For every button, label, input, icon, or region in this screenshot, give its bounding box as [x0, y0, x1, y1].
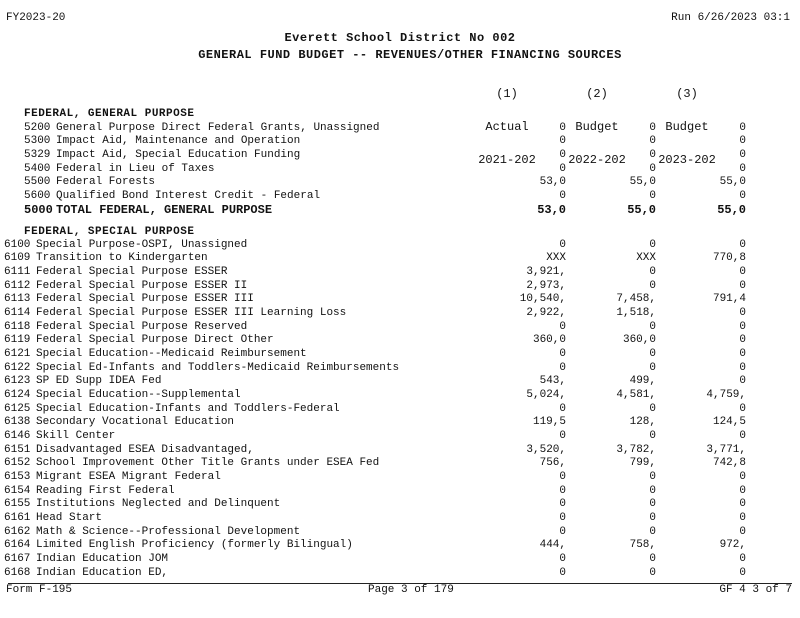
row-budget-prior: 0	[649, 498, 656, 511]
row-code: 5300	[24, 135, 51, 148]
row-budget-current: 55,0	[719, 176, 746, 189]
row-actual: 0	[559, 320, 566, 333]
row-budget-prior: 0	[649, 566, 656, 579]
row-description: Federal in Lieu of Taxes	[56, 162, 215, 175]
table-row	[4, 361, 746, 375]
report-subtitle: GENERAL FUND BUDGET -- REVENUES/OTHER FINANCING SOURCES	[198, 48, 622, 62]
row-code: 6164	[4, 539, 31, 552]
row-actual: 0	[559, 552, 566, 565]
row-actual: 3,520,	[526, 443, 566, 456]
row-budget-prior: 0	[649, 470, 656, 483]
row-budget-prior: 0	[649, 552, 656, 565]
row-budget-current: 0	[739, 375, 746, 388]
row-code: 6167	[4, 552, 31, 565]
row-actual: 2,922,	[526, 307, 566, 320]
row-actual: 0	[559, 149, 566, 162]
row-code: 6162	[4, 525, 31, 538]
row-budget-current: 0	[739, 307, 746, 320]
table-row	[4, 511, 746, 525]
row-budget-prior: 0	[649, 484, 656, 497]
row-budget-current: 742,8	[712, 457, 746, 470]
table-row	[24, 189, 746, 203]
row-code: 6151	[4, 443, 31, 456]
row-description: Special Purpose-OSPI, Unassigned	[36, 238, 248, 251]
row-budget-prior: 499,	[629, 375, 656, 388]
row-actual: 756,	[539, 457, 566, 470]
column-number: (3)	[676, 87, 698, 101]
row-code: 5500	[24, 176, 51, 189]
total-row	[24, 203, 746, 217]
row-description: School Improvement Other Title Grants under ESEA Fed	[36, 457, 380, 470]
row-budget-current: 0	[739, 348, 746, 361]
row-budget-current: 0	[739, 162, 746, 175]
row-budget-prior: 0	[649, 121, 656, 134]
row-budget-prior: 0	[649, 238, 656, 251]
row-budget-current: 0	[739, 484, 746, 497]
table-row	[4, 484, 746, 498]
section-title-general-purpose: FEDERAL, GENERAL PURPOSE	[24, 108, 195, 120]
column-year: 2022-202	[568, 153, 626, 167]
row-actual: 0	[559, 162, 566, 175]
row-budget-current: 55,0	[717, 202, 746, 217]
table-row	[4, 470, 746, 484]
column-label: Budget	[575, 120, 619, 134]
row-actual: 0	[559, 430, 566, 443]
row-budget-current: 0	[739, 190, 746, 203]
row-description: Federal Forests	[56, 176, 156, 189]
row-description: Impact Aid, Maintenance and Operation	[56, 135, 301, 148]
row-description: Math & Science--Professional Development	[36, 525, 301, 538]
column-year: 2021-202	[478, 153, 536, 167]
row-actual: 5,024,	[526, 389, 566, 402]
row-budget-current: 0	[739, 361, 746, 374]
table-row	[4, 552, 746, 566]
general-purpose-table	[24, 121, 746, 217]
row-budget-prior: 0	[649, 135, 656, 148]
column-number: (1)	[496, 87, 518, 101]
table-row	[4, 306, 746, 320]
table-row	[24, 162, 746, 176]
table-row	[4, 402, 746, 416]
row-budget-prior: 0	[649, 402, 656, 415]
row-actual: 0	[559, 484, 566, 497]
fiscal-year-label: FY2023-20	[6, 12, 66, 24]
row-actual: 2,973,	[526, 279, 566, 292]
row-description: Reading First Federal	[36, 484, 175, 497]
row-budget-current: 0	[739, 334, 746, 347]
table-row	[4, 334, 746, 348]
row-budget-current: 0	[739, 238, 746, 251]
row-description: Limited English Proficiency (formerly Bilingual)	[36, 539, 353, 552]
row-description: Transition to Kindergarten	[36, 252, 208, 265]
table-row	[4, 497, 746, 511]
row-description: Skill Center	[36, 430, 116, 443]
table-row	[4, 443, 746, 457]
row-code: 6168	[4, 566, 31, 579]
table-row	[4, 538, 746, 552]
run-date-label: Run 6/26/2023 03:1	[671, 12, 790, 24]
row-actual: 444,	[539, 539, 566, 552]
row-code: 6153	[4, 470, 31, 483]
row-description: Migrant ESEA Migrant Federal	[36, 470, 221, 483]
row-description: Special Ed-Infants and Toddlers-Medicaid Reimbursements	[36, 361, 400, 374]
row-actual: 0	[559, 566, 566, 579]
row-budget-current: 0	[739, 511, 746, 524]
row-code: 6146	[4, 430, 31, 443]
row-code: 6113	[4, 293, 31, 306]
row-budget-current: 0	[739, 498, 746, 511]
row-budget-prior: 360,0	[622, 334, 656, 347]
row-budget-current: 124,5	[712, 416, 746, 429]
row-description: Federal Special Purpose ESSER	[36, 266, 228, 279]
row-actual: 0	[559, 498, 566, 511]
row-budget-prior: 799,	[629, 457, 656, 470]
row-code: 6111	[4, 266, 31, 279]
row-code: 6124	[4, 389, 31, 402]
district-title: Everett School District No 002	[284, 31, 516, 45]
row-description: Disadvantaged ESEA Disadvantaged,	[36, 443, 254, 456]
row-budget-current: 0	[739, 320, 746, 333]
row-code: 5000	[24, 202, 53, 217]
row-budget-prior: 758,	[629, 539, 656, 552]
row-budget-current: 0	[739, 402, 746, 415]
table-row	[4, 265, 746, 279]
form-number: Form F-195	[6, 584, 73, 596]
row-description: General Purpose Direct Federal Grants, Unassigned	[56, 121, 380, 134]
row-budget-prior: 0	[649, 511, 656, 524]
row-code: 6109	[4, 252, 31, 265]
table-row	[24, 148, 746, 162]
row-code: 6155	[4, 498, 31, 511]
row-description: Impact Aid, Special Education Funding	[56, 149, 301, 162]
column-number: (2)	[586, 87, 608, 101]
row-code: 6100	[4, 238, 31, 251]
row-code: 5329	[24, 149, 51, 162]
page-number: Page 3 of 179	[368, 584, 454, 596]
row-actual: 0	[559, 361, 566, 374]
row-actual: 0	[559, 402, 566, 415]
row-description: Indian Education ED,	[36, 566, 169, 579]
row-budget-prior: 0	[649, 348, 656, 361]
row-description: Federal Special Purpose Reserved	[36, 320, 248, 333]
row-budget-current: 3,771,	[706, 443, 746, 456]
row-budget-current: 0	[739, 470, 746, 483]
row-budget-prior: 0	[649, 525, 656, 538]
table-row	[24, 121, 746, 135]
row-budget-current: 0	[739, 121, 746, 134]
column-label: Actual	[485, 120, 529, 134]
row-code: 6125	[4, 402, 31, 415]
table-row	[4, 279, 746, 293]
row-budget-current: 791,4	[712, 293, 746, 306]
row-budget-prior: 0	[649, 266, 656, 279]
row-budget-current: 4,759,	[706, 389, 746, 402]
table-row	[4, 375, 746, 389]
row-budget-current: 0	[739, 566, 746, 579]
table-row	[4, 347, 746, 361]
row-description: SP ED Supp IDEA Fed	[36, 375, 162, 388]
row-actual: XXX	[546, 252, 566, 265]
row-code: 6123	[4, 375, 31, 388]
row-actual: 0	[559, 525, 566, 538]
table-row	[4, 293, 746, 307]
row-actual: 0	[559, 121, 566, 134]
table-row	[4, 566, 746, 580]
row-code: 5200	[24, 121, 51, 134]
row-budget-prior: 55,0	[629, 176, 656, 189]
row-code: 6122	[4, 361, 31, 374]
table-row	[24, 135, 746, 149]
row-description: TOTAL FEDERAL, GENERAL PURPOSE	[56, 202, 273, 217]
column-year: 2023-202	[658, 153, 716, 167]
row-budget-current: 0	[739, 279, 746, 292]
row-budget-prior: 0	[649, 190, 656, 203]
row-budget-current: 770,8	[712, 252, 746, 265]
row-description: Institutions Neglected and Delinquent	[36, 498, 281, 511]
row-code: 6154	[4, 484, 31, 497]
row-actual: 0	[559, 470, 566, 483]
row-budget-prior: XXX	[636, 252, 656, 265]
row-actual: 53,0	[539, 176, 566, 189]
row-description: Federal Special Purpose ESSER III	[36, 293, 254, 306]
table-row	[4, 238, 746, 252]
row-budget-prior: 0	[649, 279, 656, 292]
row-budget-current: 0	[739, 135, 746, 148]
table-row	[24, 176, 746, 190]
row-budget-prior: 0	[649, 162, 656, 175]
row-description: Federal Special Purpose ESSER III Learning Loss	[36, 307, 347, 320]
row-description: Special Education--Supplemental	[36, 389, 241, 402]
row-code: 6112	[4, 279, 31, 292]
row-budget-prior: 1,518,	[616, 307, 656, 320]
row-actual: 0	[559, 135, 566, 148]
row-description: Head Start	[36, 511, 103, 524]
row-budget-prior: 55,0	[627, 202, 656, 217]
row-budget-current: 0	[739, 266, 746, 279]
row-actual: 360,0	[532, 334, 566, 347]
row-description: Federal Special Purpose Direct Other	[36, 334, 274, 347]
table-row	[4, 429, 746, 443]
row-budget-prior: 4,581,	[616, 389, 656, 402]
row-code: 6118	[4, 320, 31, 333]
row-actual: 53,0	[537, 202, 566, 217]
row-budget-current: 0	[739, 430, 746, 443]
row-actual: 0	[559, 238, 566, 251]
row-budget-current: 0	[739, 552, 746, 565]
row-actual: 543,	[539, 375, 566, 388]
table-row	[4, 388, 746, 402]
section-title-special-purpose: FEDERAL, SPECIAL PURPOSE	[24, 226, 195, 238]
column-label: Budget	[665, 120, 709, 134]
row-code: 5400	[24, 162, 51, 175]
row-budget-prior: 0	[649, 320, 656, 333]
row-budget-prior: 0	[649, 149, 656, 162]
row-description: Federal Special Purpose ESSER II	[36, 279, 248, 292]
row-description: Qualified Bond Interest Credit - Federal	[56, 190, 321, 203]
table-row	[4, 457, 746, 471]
table-row	[4, 416, 746, 430]
row-actual: 3,921,	[526, 266, 566, 279]
row-budget-current: 972,	[719, 539, 746, 552]
row-code: 6152	[4, 457, 31, 470]
row-code: 6114	[4, 307, 31, 320]
row-budget-prior: 3,782,	[616, 443, 656, 456]
row-budget-prior: 7,458,	[616, 293, 656, 306]
row-budget-current: 0	[739, 525, 746, 538]
row-budget-prior: 0	[649, 430, 656, 443]
row-description: Secondary Vocational Education	[36, 416, 235, 429]
row-actual: 10,540,	[519, 293, 566, 306]
row-budget-current: 0	[739, 149, 746, 162]
row-actual: 119,5	[532, 416, 566, 429]
row-budget-prior: 128,	[629, 416, 656, 429]
row-code: 6138	[4, 416, 31, 429]
fund-page-number: GF 4 3 of 7	[719, 584, 792, 596]
row-actual: 0	[559, 190, 566, 203]
special-purpose-table	[4, 238, 746, 579]
row-description: Special Education-Infants and Toddlers-Federal	[36, 402, 340, 415]
table-row	[4, 252, 746, 266]
row-actual: 0	[559, 348, 566, 361]
row-actual: 0	[559, 511, 566, 524]
row-description: Indian Education JOM	[36, 552, 169, 565]
row-code: 5600	[24, 190, 51, 203]
row-code: 6121	[4, 348, 31, 361]
row-description: Special Education--Medicaid Reimbursement	[36, 348, 307, 361]
row-budget-prior: 0	[649, 361, 656, 374]
table-row	[4, 320, 746, 334]
row-code: 6161	[4, 511, 31, 524]
row-code: 6119	[4, 334, 31, 347]
table-row	[4, 525, 746, 539]
